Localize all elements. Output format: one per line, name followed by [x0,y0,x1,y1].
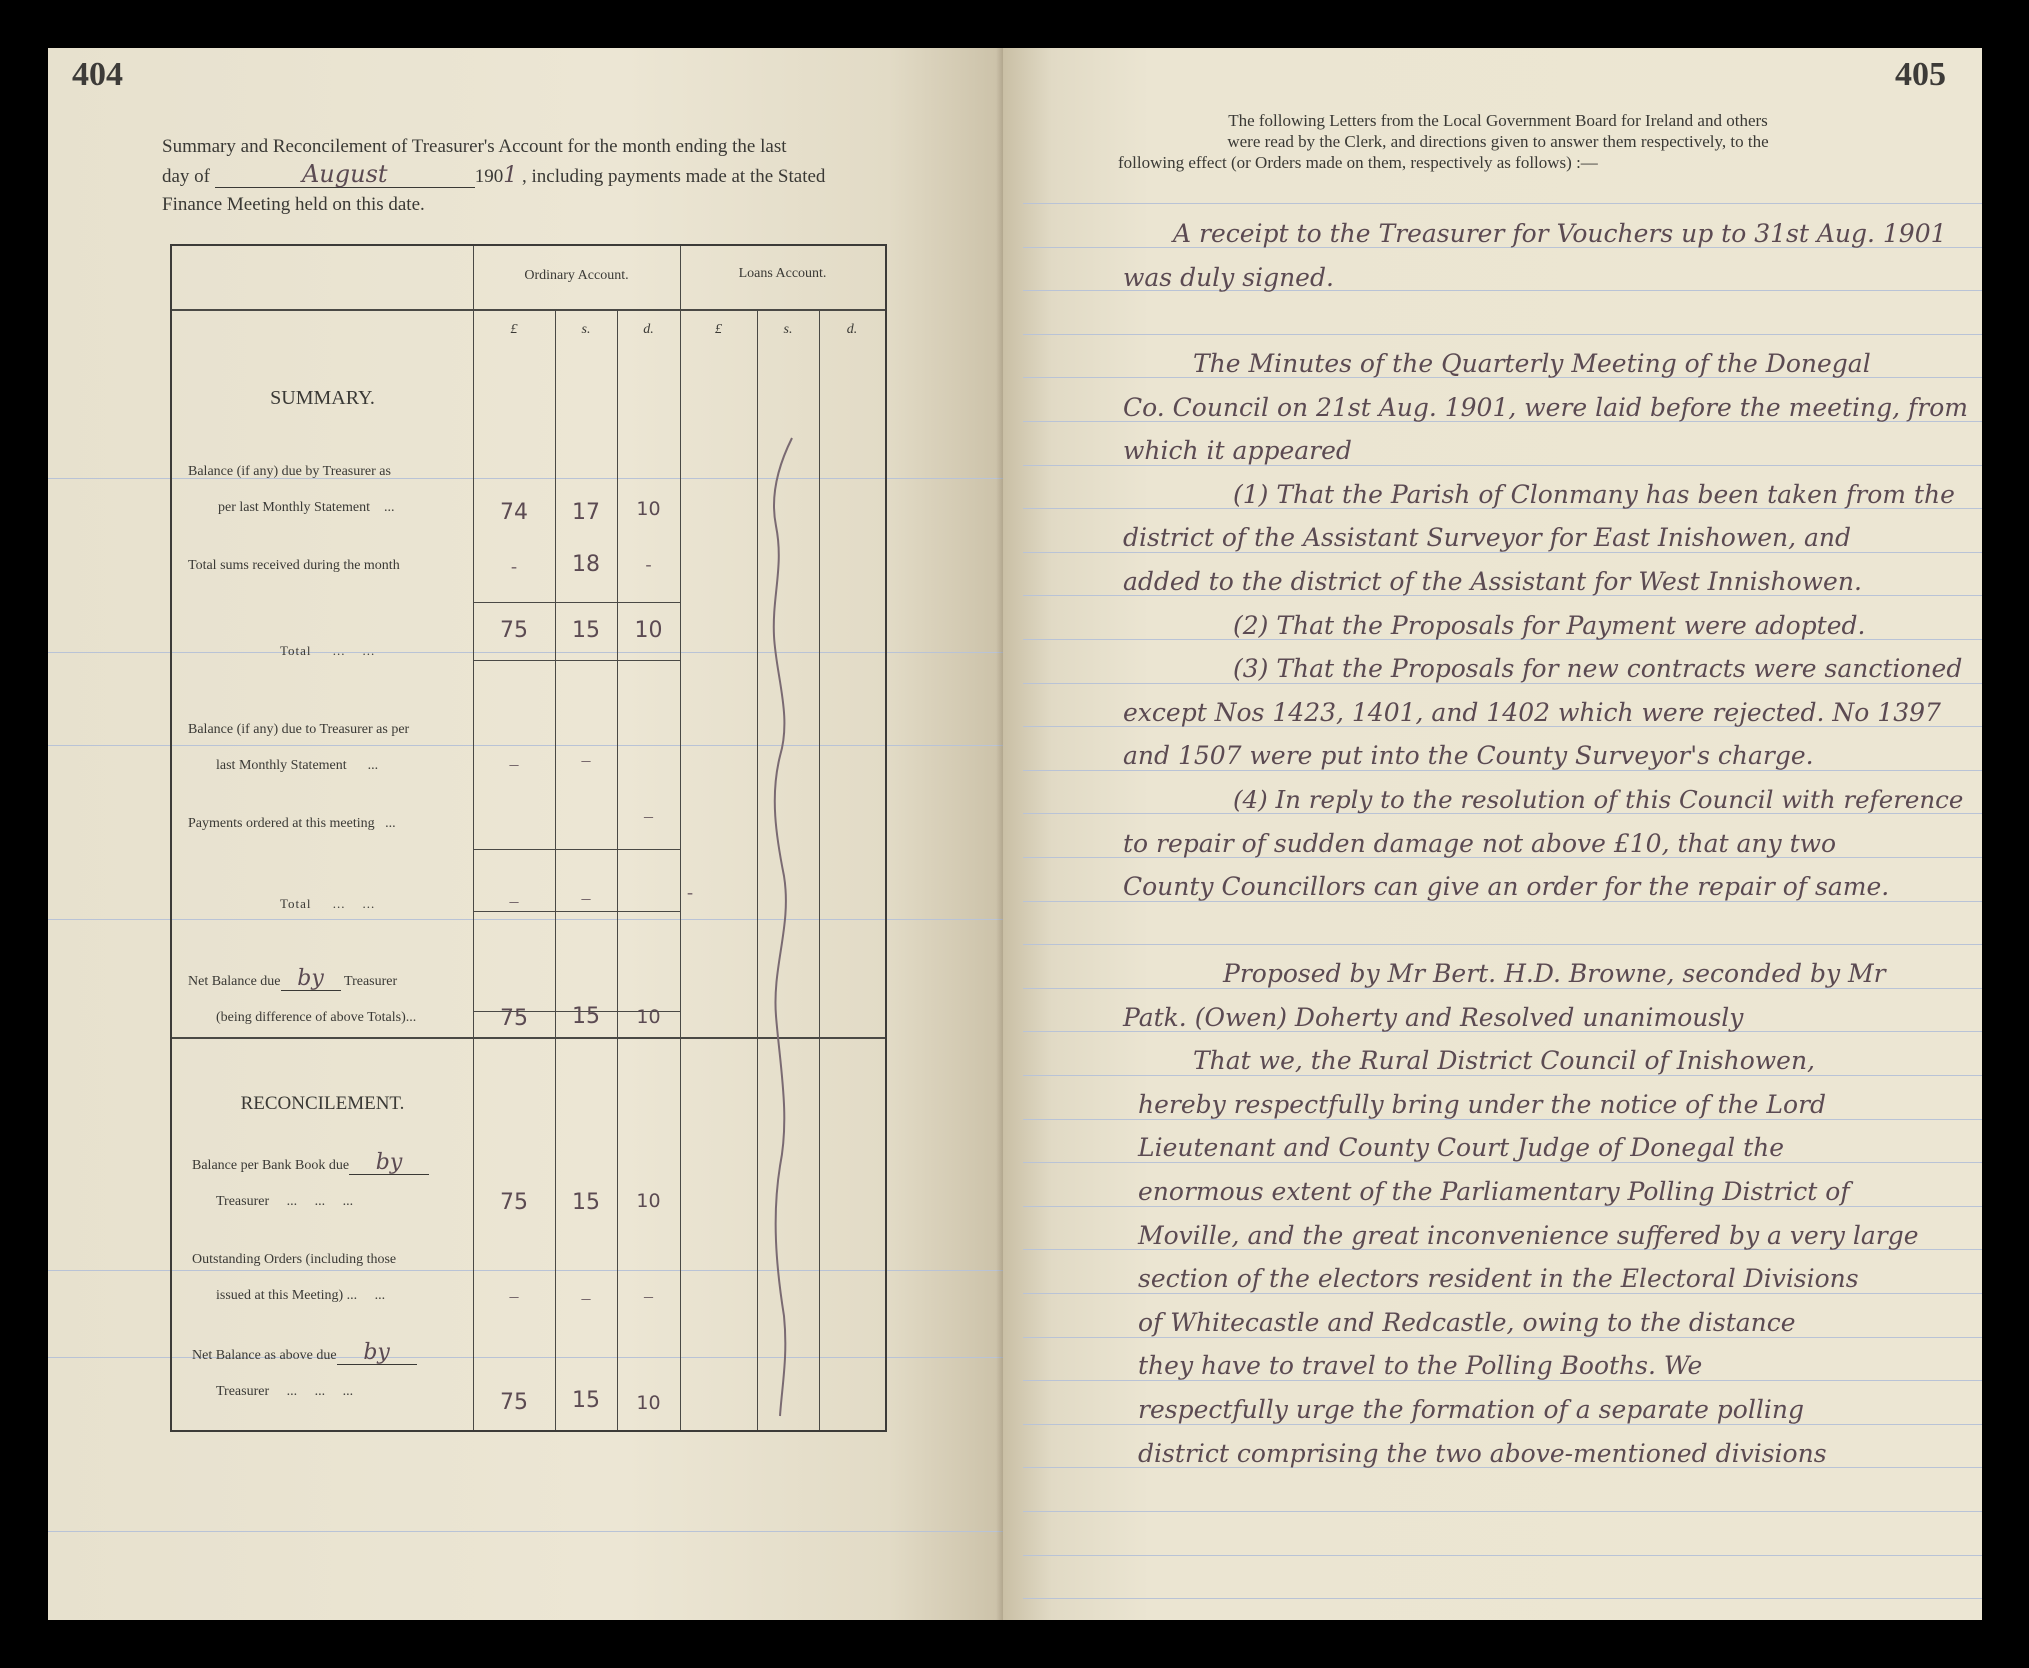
total-label [280,633,375,669]
label-text: Balance per Bank Book due [192,1158,350,1173]
dots: ... [314,1194,326,1209]
balance-due-by-label-2 [218,490,395,526]
label-text: Net Balance as above due [192,1348,337,1363]
summary-header [162,133,942,219]
shillings-column-heading: s. [581,322,591,337]
right-page [1003,48,1982,1620]
bank-book-label-2 [216,1184,353,1220]
minutes-line: Patk. (Owen) Doherty and Resolved unanimously [1123,1003,1744,1032]
loans-shillings-heading: s. [783,322,793,337]
loans-account-heading: Loans Account. [738,266,827,281]
pence-column-heading: d. [643,322,654,337]
year-handwritten: 1 [503,163,518,188]
minutes-line: Co. Council on 21st Aug. 1901, were laid before the meeting, from [1123,393,1968,422]
left-page [48,48,1003,1620]
total-label [280,886,375,922]
label-text: last Monthly Statement [216,758,347,773]
dots: ... [332,896,346,911]
minutes-line: section of the electors resident in the Electoral Divisions [1138,1264,1859,1293]
total1-pence: 10 [634,618,663,643]
minutes-line: The Minutes of the Quarterly Meeting of the Donegal [1193,349,1871,378]
total2-pounds: – [509,891,519,911]
dots: ... [384,500,395,515]
balance-by-pounds: 74 [500,500,528,525]
net-above-shillings: 15 [572,1388,600,1413]
dots: ... [314,1384,326,1399]
ruled-line [48,1531,1003,1532]
header-rule [172,309,885,311]
header-line-2: were read by the Clerk, and directions given to answer them respectively, to the [1227,132,1769,151]
label-text: Treasurer [344,974,398,989]
row-rule [473,602,680,603]
net-pounds: 75 [500,1006,528,1031]
net-pence: 10 [636,1006,661,1028]
net-balance-label-2: (being difference of above Totals)... [216,1010,417,1025]
bank-book-label-1 [192,1148,429,1184]
minutes-line: A receipt to the Treasurer for Vouchers up to 31st Aug. 1901 [1173,219,1947,248]
label-text: per last Monthly Statement [218,500,371,515]
received-pence: - [645,554,652,574]
dots: ... [286,1384,298,1399]
dots: ... [286,1194,298,1209]
strike-through-squiggle [680,426,885,1426]
minutes-line: and 1507 were put into the County Surveyor's charge. [1123,741,1814,770]
header-line-1: Summary and Reconcilement of Treasurer's Account for the month ending the last [162,136,787,157]
label-text: Total [280,896,312,911]
total2-shillings: – [581,888,591,908]
minutes-line: Proposed by Mr Bert. H.D. Browne, seconded by Mr [1223,959,1886,988]
header-line-2-rest: , including payments made at the Stated [522,166,826,187]
minutes-line: added to the district of the Assistant for West Innishowen. [1123,567,1862,596]
dots: ... [367,758,379,773]
minutes-line: district comprising the two above-mentioned divisions [1138,1439,1827,1468]
month-handwritten: August [215,161,475,188]
outstanding-orders-label-1: Outstanding Orders (including those [192,1252,397,1267]
net-above-pence: 10 [636,1392,661,1414]
label-text: Treasurer [216,1194,270,1209]
reconcilement-title: RECONCILEMENT. [240,1093,405,1114]
received-pounds: - [511,556,517,576]
loans-pence-heading: d. [846,322,858,337]
dots: ... [362,896,376,911]
column-divider [555,311,556,1430]
dots: ... [332,643,346,658]
total1-shillings: 15 [572,618,600,643]
minutes-line: Moville, and the great inconvenience suffered by a very large [1138,1221,1919,1250]
header-line-1: The following Letters from the Local Government Board for Ireland and others [1228,111,1768,130]
minutes-line: County Councillors can give an order for the repair of same. [1123,872,1890,901]
minutes-line: (3) That the Proposals for new contracts were sanctioned [1233,654,1963,683]
net-shillings: 15 [572,1004,600,1029]
header-line-3: Finance Meeting held on this date. [162,194,425,215]
balance-by-pence: 10 [636,498,661,520]
balance-to-pounds: – [509,754,519,774]
balance-due-to-label-2 [216,748,378,784]
minutes-line: of Whitecastle and Redcastle, owing to the distance [1138,1308,1796,1337]
dots: ... [342,1384,354,1399]
outstanding-pence: – [644,1286,653,1306]
minutes-line: respectfully urge the formation of a separate polling [1138,1395,1804,1424]
net-balance-by-handwritten: by [281,968,341,991]
balance-due-by-label-1: Balance (if any) due by Treasurer as [188,464,391,479]
payments-ordered-label [188,806,396,842]
net-above-by-handwritten: by [337,1342,417,1365]
minutes-line: to repair of sudden damage not above £10, that any two [1123,829,1837,858]
minutes-line: (1) That the Parish of Clonmany has been taken from the [1233,480,1955,509]
minutes-line: (4) In reply to the resolution of this Council with reference [1233,785,1964,814]
dots: ... [374,1288,386,1303]
net-above-label-2 [216,1374,353,1410]
minutes-text [1003,48,1982,1620]
total1-pounds: 75 [500,618,528,643]
balance-by-shillings: 17 [572,500,600,525]
column-divider [617,311,618,1430]
total2-loans-mark: - [687,882,693,902]
outstanding-shillings: – [581,1288,591,1308]
ledger-book [48,48,1982,1620]
bank-book-by-handwritten: by [349,1152,429,1175]
loans-pounds-heading: £ [715,322,722,337]
net-above-pounds: 75 [500,1390,528,1415]
bank-pence: 10 [636,1190,661,1212]
summary-title: SUMMARY. [270,387,375,409]
outstanding-pounds: – [509,1286,519,1306]
page-number: 405 [1895,56,1946,93]
total-sums-received-label: Total sums received during the month [188,558,400,573]
column-divider [473,246,474,1430]
dots: ... [342,1194,354,1209]
minutes-line: hereby respectfully bring under the notice of the Lord [1138,1090,1827,1119]
balance-due-to-label-1: Balance (if any) due to Treasurer as per [188,722,410,737]
label-text: Payments ordered at this meeting [188,816,375,831]
outstanding-orders-label-2 [216,1278,385,1314]
minutes-line: which it appeared [1123,436,1352,465]
dots: ... [385,816,396,831]
label-text: Treasurer [216,1384,270,1399]
net-balance-label-1 [188,964,397,1000]
pounds-column-heading: £ [510,322,518,337]
header-line-3: following effect (or Orders made on them, respectively as follows) :— [1118,153,1598,172]
treasurer-account-table [170,244,887,1432]
minutes-line: (2) That the Proposals for Payment were adopted. [1233,611,1866,640]
minutes-line: they have to travel to the Polling Booths. We [1138,1351,1703,1380]
received-shillings: 18 [572,552,600,577]
minutes-line: except Nos 1423, 1401, and 1402 which were rejected. No 1397 [1123,698,1941,727]
label-text: issued at this Meeting) ... [216,1288,358,1303]
year-printed: 190 [474,166,504,187]
bank-pounds: 75 [500,1190,528,1215]
row-rule [473,660,680,661]
net-above-label-1 [192,1338,417,1374]
dots: ... [362,643,376,658]
minutes-line: enormous extent of the Parliamentary Polling District of [1138,1177,1850,1206]
payments-pence: – [644,806,653,826]
bank-shillings: 15 [572,1190,600,1215]
balance-to-shillings: – [581,750,591,770]
minutes-line: Lieutenant and County Court Judge of Donegal the [1138,1133,1785,1162]
label-text: Net Balance due [188,974,281,989]
row-rule [473,849,680,850]
label-text: Total [280,643,312,658]
minutes-line: district of the Assistant Surveyor for East Inishowen, and [1123,523,1852,552]
minutes-line: was duly signed. [1123,263,1334,292]
header-line-2 [162,161,942,191]
ordinary-account-heading: Ordinary Account. [524,268,629,283]
day-of-label: day of [162,166,211,187]
minutes-line: That we, the Rural District Council of Inishowen, [1193,1046,1815,1075]
page-number: 404 [72,56,123,93]
